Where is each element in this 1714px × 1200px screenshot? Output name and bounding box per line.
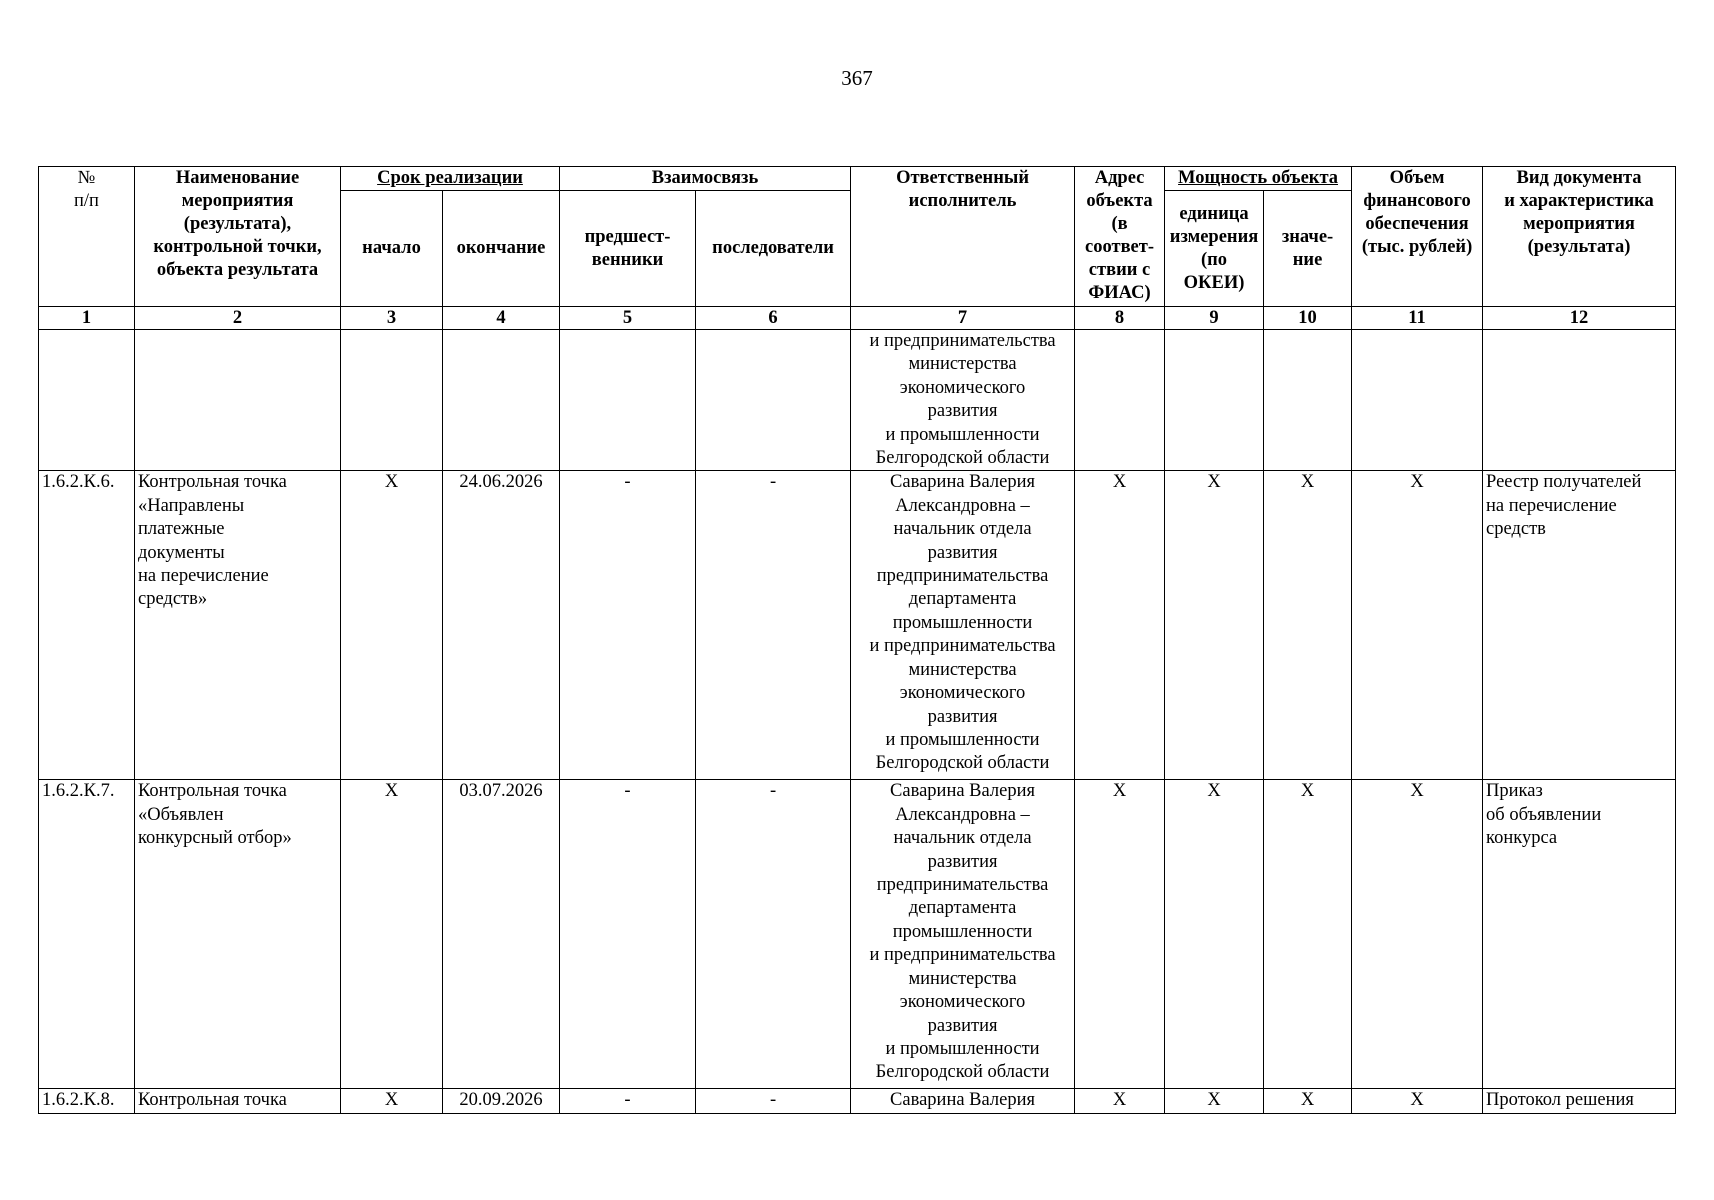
cell-predecessors: - <box>560 780 696 1089</box>
header-predecessors: предшест- венники <box>560 191 696 307</box>
cell-num: 1.6.2.К.6. <box>39 471 135 780</box>
column-number: 9 <box>1165 307 1264 330</box>
cell-doc: Реестр получателей на перечисление средств <box>1483 471 1676 780</box>
header-address: Адрес объекта (в соответ- ствии с ФИАС) <box>1075 167 1165 307</box>
cell-empty <box>1165 330 1264 471</box>
cell-empty <box>1075 330 1165 471</box>
column-number: 1 <box>39 307 135 330</box>
header-period: Срок реализации <box>341 167 560 191</box>
cell-end: 20.09.2026 <box>443 1089 560 1113</box>
header-end: окончание <box>443 191 560 307</box>
cell-predecessors: - <box>560 1089 696 1113</box>
column-numbers-row <box>39 307 1676 330</box>
cell-funding: X <box>1352 780 1483 1089</box>
table-header <box>39 167 1676 330</box>
cell-responsible: Саварина Валерия Александровна – начальник отдела развития предпринимательства департамента промышленности и предпринимательства министерства экономического развития и промышленности Белгородской области <box>851 471 1075 780</box>
column-number: 10 <box>1264 307 1352 330</box>
column-number: 4 <box>443 307 560 330</box>
column-number: 6 <box>696 307 851 330</box>
header-name: Наименование мероприятия (результата), контрольной точки, объекта результата <box>135 167 341 307</box>
cell-empty <box>696 330 851 471</box>
table-row <box>39 780 1676 1089</box>
cell-successors: - <box>696 1089 851 1113</box>
cell-address: X <box>1075 1089 1165 1113</box>
cell-start: X <box>341 1089 443 1113</box>
cell-empty <box>39 330 135 471</box>
cell-start: X <box>341 471 443 780</box>
cell-name: Контрольная точка «Направлены платежные документы на перечисление средств» <box>135 471 341 780</box>
header-start: начало <box>341 191 443 307</box>
cell-responsible: и предпринимательства министерства экономического развития и промышленности Белгородской области <box>851 330 1075 471</box>
cell-funding: X <box>1352 471 1483 780</box>
cell-responsible: Саварина Валерия Александровна – начальник отдела развития предпринимательства департамента промышленности и предпринимательства министерства экономического развития и промышленности Белгородской области <box>851 780 1075 1089</box>
column-number: 5 <box>560 307 696 330</box>
header-funding: Объем финансового обеспечения (тыс. рублей) <box>1352 167 1483 307</box>
cell-doc: Приказ об объявлении конкурса <box>1483 780 1676 1089</box>
column-number: 11 <box>1352 307 1483 330</box>
cell-empty <box>560 330 696 471</box>
column-number: 12 <box>1483 307 1676 330</box>
cell-unit: X <box>1165 1089 1264 1113</box>
cell-predecessors: - <box>560 471 696 780</box>
cell-doc: Протокол решения <box>1483 1089 1676 1113</box>
page-number: 367 <box>841 66 873 90</box>
header-unit: единица измерения (по ОКЕИ) <box>1165 191 1264 307</box>
cell-empty <box>1264 330 1352 471</box>
header-responsible: Ответственный исполнитель <box>851 167 1075 307</box>
header-num: № п/п <box>39 167 135 307</box>
cell-empty <box>1483 330 1676 471</box>
cell-num: 1.6.2.К.8. <box>39 1089 135 1113</box>
cell-unit: X <box>1165 471 1264 780</box>
header-relation: Взаимосвязь <box>560 167 851 191</box>
table-row <box>39 471 1676 780</box>
cell-responsible: Саварина Валерия <box>851 1089 1075 1113</box>
table-row-continuation <box>39 330 1676 471</box>
cell-value: X <box>1264 780 1352 1089</box>
cell-unit: X <box>1165 780 1264 1089</box>
cell-end: 03.07.2026 <box>443 780 560 1089</box>
header-value: значе- ние <box>1264 191 1352 307</box>
cell-empty <box>1352 330 1483 471</box>
column-number: 3 <box>341 307 443 330</box>
cell-end: 24.06.2026 <box>443 471 560 780</box>
column-number: 2 <box>135 307 341 330</box>
cell-name: Контрольная точка «Объявлен конкурсный отбор» <box>135 780 341 1089</box>
table-row <box>39 1089 1676 1113</box>
cell-empty <box>443 330 560 471</box>
header-doc-type: Вид документа и характеристика мероприятия (результата) <box>1483 167 1676 307</box>
cell-funding: X <box>1352 1089 1483 1113</box>
column-number: 7 <box>851 307 1075 330</box>
cell-successors: - <box>696 780 851 1089</box>
cell-value: X <box>1264 1089 1352 1113</box>
cell-value: X <box>1264 471 1352 780</box>
cell-empty <box>341 330 443 471</box>
cell-num: 1.6.2.К.7. <box>39 780 135 1089</box>
cell-name: Контрольная точка <box>135 1089 341 1113</box>
cell-address: X <box>1075 780 1165 1089</box>
plan-table <box>38 166 1676 1114</box>
header-capacity: Мощность объекта <box>1165 167 1352 191</box>
cell-empty <box>135 330 341 471</box>
header-successors: последователи <box>696 191 851 307</box>
column-number: 8 <box>1075 307 1165 330</box>
cell-successors: - <box>696 471 851 780</box>
cell-address: X <box>1075 471 1165 780</box>
cell-start: X <box>341 780 443 1089</box>
